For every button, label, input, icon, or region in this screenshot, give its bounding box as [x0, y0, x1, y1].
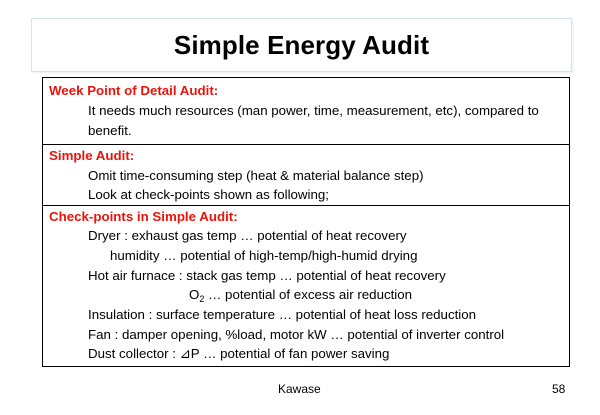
section-simple-audit	[43, 144, 569, 206]
o2-text: … potential of excess air reduction	[204, 287, 413, 302]
o2-symbol: O	[189, 287, 200, 302]
checkpoint-insulation: Insulation : surface temperature … potential of heat loss reduction	[88, 307, 477, 322]
checkpoint-furnace-o2	[189, 287, 412, 303]
o2-subscript: 2	[199, 294, 205, 304]
section-heading: Week Point of Detail Audit:	[49, 83, 219, 98]
title-box	[31, 18, 572, 72]
content-table	[42, 77, 570, 367]
section-line: Omit time-consuming step (heat & material balance step)	[88, 168, 424, 183]
page-number: 58	[552, 382, 566, 396]
checkpoint-dust-collector	[88, 346, 389, 362]
section-line: It needs much resources (man power, time, measurement, etc), compared to	[88, 103, 539, 118]
checkpoint-hot-air-furnace: Hot air furnace : stack gas temp … potential of heat recovery	[88, 268, 446, 283]
dust-label: Dust collector :	[88, 346, 180, 361]
checkpoint-fan: Fan : damper opening, %load, motor kW … potential of inverter control	[88, 327, 505, 342]
dust-text: P … potential of fan power saving	[190, 346, 390, 361]
section-heading: Simple Audit:	[49, 148, 135, 163]
footer-author: Kawase	[278, 382, 321, 396]
checkpoint-dryer-humidity: humidity … potential of high-temp/high-humid drying	[110, 248, 418, 263]
section-weak-point	[43, 78, 569, 144]
section-check-points	[43, 205, 569, 367]
section-line: benefit.	[88, 123, 132, 138]
slide-title: Simple Energy Audit	[173, 29, 430, 60]
section-line: Look at check-points shown as following;	[88, 187, 329, 202]
section-heading: Check-points in Simple Audit:	[49, 209, 238, 224]
delta-icon: ⊿	[179, 346, 191, 361]
checkpoint-dryer: Dryer : exhaust gas temp … potential of heat recovery	[88, 228, 407, 243]
